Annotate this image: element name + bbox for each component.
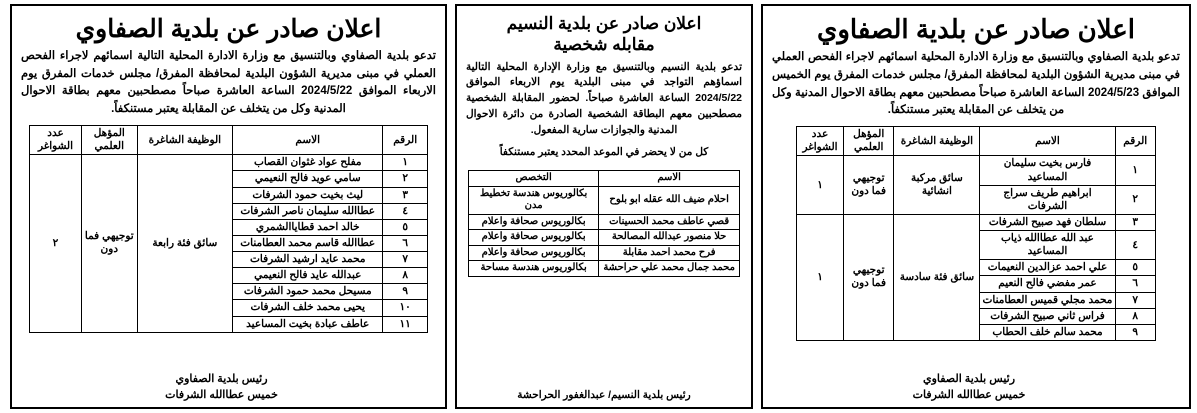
notice-subtitle: مقابله شخصية — [553, 34, 655, 54]
cell-specialization: بكالوريوس صحافة واعلام — [469, 214, 599, 230]
cell-job: سائق مركبة انشائية — [894, 156, 980, 215]
cell-number: ٢ — [383, 171, 428, 187]
notice-body: تدعو بلدية الصفاوي وبالتنسيق مع وزارة الادارة المحلية التالية اسمائهم لاجراء الفحص العملي في مبنى مديرية الشؤون البلدية لمحافظة المفرق/ مجلس خدمات المفرق يوم الاربعاء الموافق 2024/5/22 الساعة العاشرة صباحاً مصطحبين معهم بطاقة الاحوال المدنية وكل من يتخلف عن المقابلة يعتبر مستنكفاً. — [21, 49, 437, 116]
cell-name: ليث بخيت حمود الشرفات — [233, 187, 383, 203]
cell-name: ابراهيم طريف سراج الشرفات — [980, 185, 1115, 214]
cell-count: ١ — [797, 214, 844, 340]
applicants-table — [29, 125, 428, 333]
cell-name: محمد مجلي قميس العطامنات — [980, 292, 1115, 308]
cell-name: احلام ضيف الله عقله ابو بلوح — [599, 186, 740, 214]
notice-naseem-interview — [455, 4, 753, 409]
cell-number: ١١ — [383, 316, 428, 332]
footer-title: رئيس بلدية الصفاوي — [175, 373, 268, 386]
cell-name: فرح محمد احمد مقابلة — [599, 245, 740, 261]
notice-body: تدعو بلدية الصفاوي وبالتنسيق مع وزارة الادارة المحلية اسمائهم لاجراء الفحص العملي في مبنى مديرية الشؤون البلدية لمحافظة المفرق/ مجلس خدمات المفرق يوم الخميس الموافق 2024/5/23 الساعة العاشرة صباحاً مصطحبين معهم بطاقة الاحوال المدنية وكل من يتخلف عن المقابلة يعتبر مستنكفاً. — [772, 50, 1180, 117]
cell-name: يحيى محمد خلف الشرفات — [233, 300, 383, 316]
cell-job: سائق فئة سادسة — [894, 214, 980, 340]
cell-number: ٨ — [1115, 308, 1156, 324]
table-row — [30, 155, 428, 171]
cell-specialization: بكالوريوس صحافة واعلام — [469, 245, 599, 261]
table-row — [469, 186, 740, 214]
table-wrapper — [29, 125, 428, 333]
table-header-row — [797, 127, 1156, 156]
interview-candidates-table — [468, 170, 740, 277]
cell-qualification: توجيهي فما دون — [844, 214, 894, 340]
notice-footer — [770, 366, 1182, 403]
col-header-vacancy-count: عدد الشواغر — [30, 126, 82, 155]
cell-number: ١٠ — [383, 300, 428, 316]
cell-name: فراس ثاني صبيح الشرفات — [980, 308, 1115, 324]
cell-name: عاطف عبادة بخيت المساعيد — [233, 316, 383, 332]
cell-name: عبدالله عايد فالح النعيمي — [233, 268, 383, 284]
table-wrapper — [796, 126, 1156, 341]
cell-count: ١ — [797, 156, 844, 215]
footer-title: رئيس بلدية الصفاوي — [922, 373, 1016, 386]
cell-name: عبد الله عطاالله ذياب المساعيد — [980, 231, 1115, 260]
table-row — [469, 214, 740, 230]
cell-number: ٩ — [1115, 324, 1156, 340]
cell-name: محمد سالم خلف الحطاب — [980, 324, 1115, 340]
cell-number: ٤ — [383, 203, 428, 219]
cell-name: عطاالله سليمان ناصر الشرفات — [233, 203, 383, 219]
cell-number: ١ — [1115, 156, 1156, 185]
cell-qualification: توجيهي فما دون — [81, 155, 137, 332]
notice-body-secondary: كل من لا يحضر في الموعد المحدد يعتبر مستنكفاً — [499, 146, 709, 159]
cell-name: مفلح عواد غثوان القصاب — [233, 155, 383, 171]
cell-name: محمد جمال محمد علي حراحشة — [599, 261, 740, 277]
cell-number: ٦ — [1115, 276, 1156, 292]
notice-safawi-wednesday — [10, 4, 447, 409]
cell-number: ٤ — [1115, 231, 1156, 260]
cell-name: عطاالله قاسم محمد العطامنات — [233, 235, 383, 251]
col-header-number: الرقم — [383, 126, 428, 155]
cell-count: ٢ — [30, 155, 82, 332]
col-header-qualification: المؤهل العلمي — [844, 127, 894, 156]
col-header-vacant-job: الوظيفة الشاغرة — [137, 126, 233, 155]
cell-number: ٣ — [383, 187, 428, 203]
cell-name: قصي عاطف محمد الحسينات — [599, 214, 740, 230]
col-header-vacant-job: الوظيفة الشاغرة — [894, 127, 980, 156]
notice-footer — [19, 366, 438, 403]
notice-title: اعلان صادر عن بلدية الصفاوي — [816, 14, 1136, 44]
notice-safawi-thursday — [761, 4, 1191, 409]
cell-name: مسيحل محمد حمود الشرفات — [233, 284, 383, 300]
cell-number: ٧ — [383, 252, 428, 268]
table-header-row — [30, 126, 428, 155]
col-header-specialization: التخصص — [469, 171, 599, 187]
table-row — [469, 245, 740, 261]
table-row — [469, 261, 740, 277]
cell-number: ٧ — [1115, 292, 1156, 308]
cell-name: فارس بخيت سليمان المساعيد — [980, 156, 1115, 185]
applicants-table — [796, 126, 1156, 341]
cell-specialization: بكالوريوس صحافة واعلام — [469, 230, 599, 246]
notice-body-primary: تدعو بلدية النسيم وبالتنسيق مع وزارة الإدارة المحلية التالية اسماؤهم التواجد في مبنى البلدية يوم الاربعاء الموافق 2024/5/22 الساعة العاشرة صباحاً. لحضور المقابلة الشخصية مصطحبين معهم البطاقة الشخصية الصادرة من دائرة الاحوال المدنية والجوازات سارية المفعول. — [466, 60, 742, 136]
cell-number: ٥ — [383, 219, 428, 235]
cell-qualification: توجيهي فما دون — [844, 156, 894, 215]
cell-name: خالد احمد قطاياالشمري — [233, 219, 383, 235]
footer-name: خميس عطاالله الشرفات — [912, 388, 1026, 401]
col-header-name: الاسم — [599, 171, 740, 187]
cell-name: علي احمد عزالدين النعيمات — [980, 260, 1115, 276]
col-header-name: الاسم — [980, 127, 1115, 156]
footer-title: رئيس بلدية النسيم/ عبدالغفور الحراحشة — [517, 389, 691, 402]
col-header-number: الرقم — [1115, 127, 1156, 156]
notice-title: اعلان صادر عن بلدية الصفاوي — [75, 15, 382, 43]
cell-number: ٩ — [383, 284, 428, 300]
col-header-qualification: المؤهل العلمي — [81, 126, 137, 155]
cell-name: محمد عايد ارشيد الشرفات — [233, 252, 383, 268]
cell-number: ٨ — [383, 268, 428, 284]
table-header-row — [469, 171, 740, 187]
cell-name: سلطان فهد صبيح الشرفات — [980, 214, 1115, 230]
notice-title: اعلان صادر عن بلدية النسيم — [506, 14, 702, 33]
cell-number: ١ — [383, 155, 428, 171]
cell-specialization: بكالوريوس هندسة تخطيط مدن — [469, 186, 599, 214]
col-header-vacancy-count: عدد الشواغر — [797, 127, 844, 156]
table-row — [797, 214, 1156, 230]
cell-name: عمر مفضي فالح النعيم — [980, 276, 1115, 292]
cell-number: ٢ — [1115, 185, 1156, 214]
cell-specialization: بكالوريوس هندسة مساحة — [469, 261, 599, 277]
footer-name: خميس عطاالله الشرفات — [165, 388, 278, 401]
col-header-name: الاسم — [233, 126, 383, 155]
cell-number: ٦ — [383, 235, 428, 251]
cell-name: سامي عويد فالح النعيمي — [233, 171, 383, 187]
cell-number: ٥ — [1115, 260, 1156, 276]
table-row — [469, 230, 740, 246]
table-row — [797, 156, 1156, 185]
table-wrapper — [468, 170, 740, 277]
cell-name: حلا منصور عبدالله المصالحة — [599, 230, 740, 246]
cell-number: ٣ — [1115, 214, 1156, 230]
cell-job: سائق فئة رابعة — [137, 155, 233, 332]
notice-footer — [464, 382, 744, 403]
